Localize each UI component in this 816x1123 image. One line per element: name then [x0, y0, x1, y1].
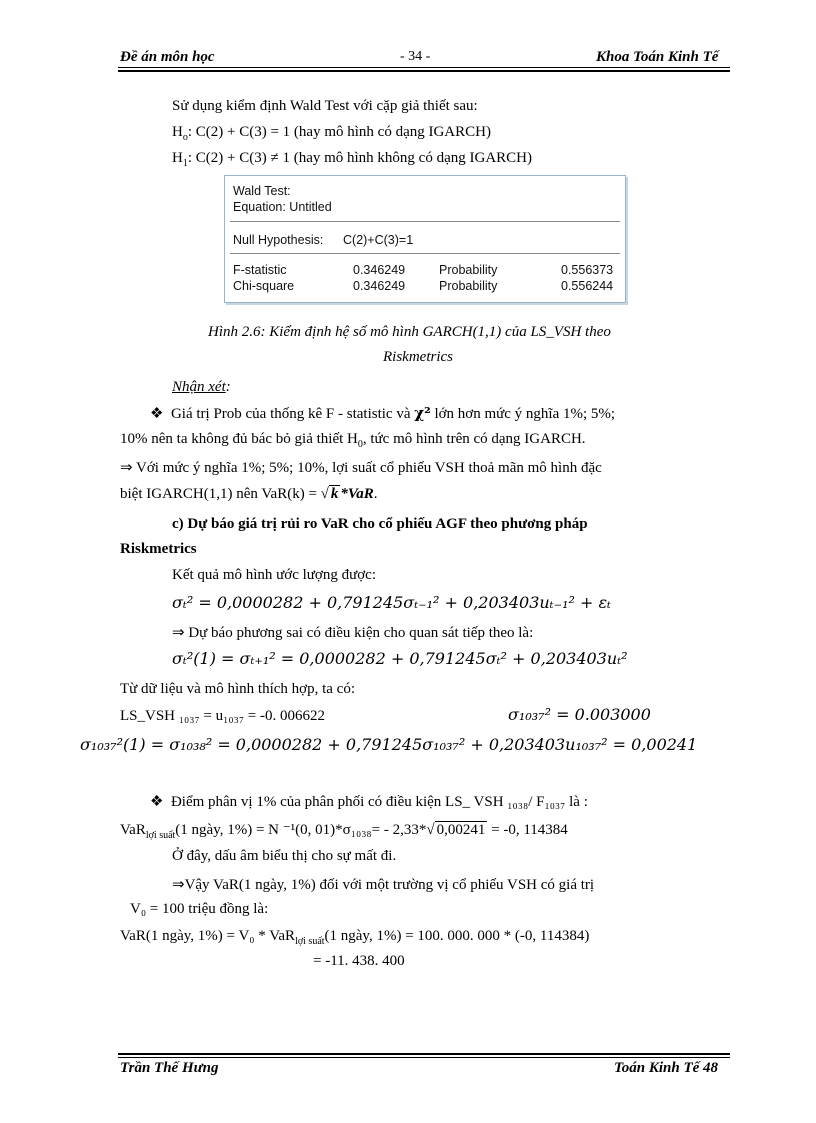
intro-line: Sử dụng kiểm định Wald Test với cặp giả thiết sau: [172, 98, 478, 114]
section-c-heading-2: Riskmetrics [120, 541, 197, 557]
header-rule [118, 67, 730, 68]
wald-row-name: Chi-square [233, 279, 295, 293]
wald-row-name: F-statistic [233, 263, 287, 277]
equation-forecast: σₜ²(1) = σₜ₊₁² = 0,0000282 + 0,791245σₜ² + 0,203403uₜ² [172, 649, 628, 668]
v0-line: V₀ = 100 triệu đồng là: [130, 901, 269, 917]
footer-class: Toán Kinh Tế 48 [614, 1060, 719, 1076]
wald-null-value: C(2)+C(3)=1 [343, 233, 414, 247]
wald-test-table [224, 175, 626, 303]
header-right: Khoa Toán Kinh Tế [596, 49, 719, 65]
hypothesis-h1: $H_1$: C(2) + C(3) ≠ 1 (hay mô hình không có dạng IGARCH) [172, 150, 532, 169]
footer-author: Trần Thế Hưng [120, 1060, 219, 1076]
hypothesis-h0: $H_o$: C(2) + C(3) = 1 (hay mô hình có dạng IGARCH) [172, 124, 491, 143]
position-line: ⇒Vậy VaR(1 ngày, 1%) đối với một trường vị cổ phiếu VSH có giá trị [172, 877, 595, 893]
remark-implication: ⇒ Với mức ý nghĩa 1%; 5%; 10%, lợi suất cổ phiếu VSH thoả mãn mô hình đặc [120, 460, 602, 476]
wald-row-prob: 0.556373 [561, 263, 614, 277]
wald-separator [230, 253, 620, 254]
wald-separator [230, 221, 620, 222]
wald-row-prob: 0.556244 [561, 279, 614, 293]
remark-title: Nhận xét: [172, 379, 231, 395]
data-line: Từ dữ liệu và mô hình thích hợp, ta có: [120, 681, 355, 697]
wald-row-prob-label: Probability [439, 279, 498, 293]
equation-sigma-1038: σ₁₀₃₇²(1) = σ₁₀₃₈² = 0,0000282 + 0,791245σ₁₀₃₇² + 0,203403u₁₀₃₇² = 0,00241 [80, 735, 698, 754]
wald-row-value: 0.346249 [353, 263, 406, 277]
header-left: Đề án môn học [120, 49, 215, 65]
var-return-line: VaR$_{lợi suất}$(1 ngày, 1%) = N ⁻¹(0, 01)*σ₁₀₃₈= - 2,33*√ 0,00241 = -0, 114384 [120, 822, 568, 841]
figure-caption-line2: Riskmetrics [383, 349, 453, 365]
footer-rule [118, 1057, 730, 1058]
quantile-bullet: ❖ Điểm phân vị 1% của phân phối có điều kiện LS_ VSH ₁₀₃₈/ F₁₀₃₇ là : [150, 794, 588, 810]
wald-row-prob-label: Probability [439, 263, 498, 277]
wald-title: Wald Test: [233, 184, 291, 198]
forecast-line: ⇒ Dự báo phương sai có điều kiện cho quan sát tiếp theo là: [172, 625, 534, 641]
figure-caption: Hình 2.6: Kiểm định hệ số mô hình GARCH(1,1) của LS_VSH theo [208, 324, 611, 340]
footer-rule-thick [118, 1053, 730, 1055]
equation-garch: σₜ² = 0,0000282 + 0,791245σₜ₋₁² + 0,203403uₜ₋₁² + εₜ [172, 593, 611, 612]
header-page-number: - 34 - [400, 49, 431, 64]
section-c-heading: c) Dự báo giá trị rủi ro VaR cho cổ phiếu AGF theo phương pháp [172, 516, 588, 532]
remark-bullet-1: ❖ Giá trị Prob của thống kê F - statistic và χ² lớn hơn mức ý nghĩa 1%; 5%; [150, 404, 616, 422]
ls-vsh-line: LS_VSH ₁₀₃₇ = u₁₀₃₇ = -0. 006622 [120, 708, 326, 724]
var-final-line: VaR(1 ngày, 1%) = V₀ * VaR$_{lợi suất}$(1 ngày, 1%) = 100. 000. 000 * (-0, 114384) [120, 928, 590, 947]
var-final-result: = -11. 438. 400 [313, 953, 405, 969]
wald-null-label: Null Hypothesis: [233, 233, 324, 247]
loss-line: Ở đây, dấu âm biểu thị cho sự mất đi. [172, 848, 397, 864]
model-result-line: Kết quả mô hình ước lượng được: [172, 567, 376, 583]
sigma-1037: σ₁₀₃₇² = 0.003000 [508, 705, 651, 724]
wald-row-value: 0.346249 [353, 279, 406, 293]
remark-line-2: 10% nên ta không đủ bác bỏ giả thiết $H_0$, tức mô hình trên có dạng IGARCH. [120, 431, 586, 450]
wald-equation: Equation: Untitled [233, 200, 332, 214]
remark-implication-2: biệt IGARCH(1,1) nên VaR(k) = √ k *VaR. [120, 486, 378, 502]
header-rule-thick [118, 70, 730, 72]
